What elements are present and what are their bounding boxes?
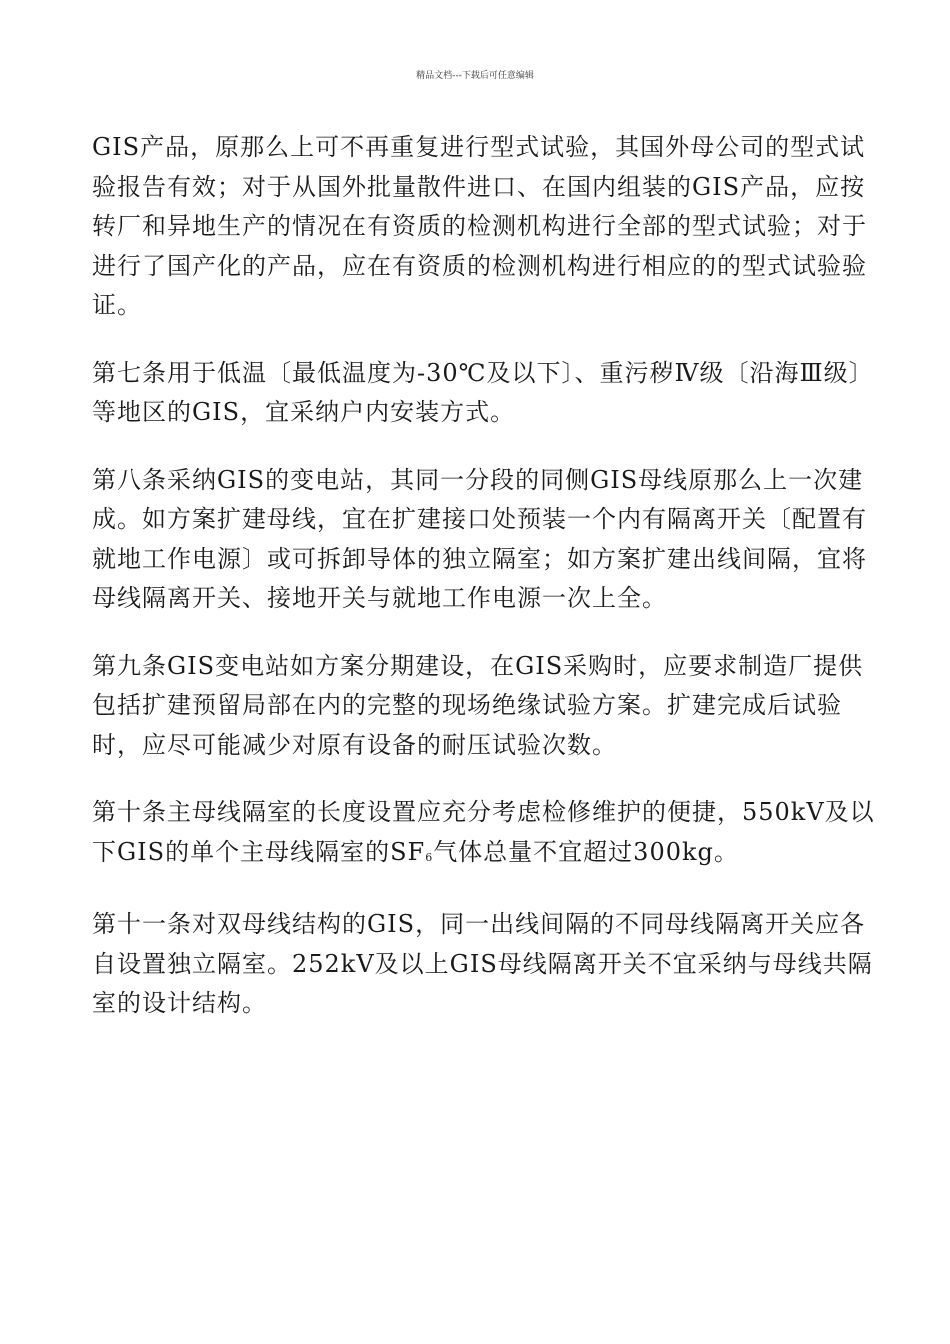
paragraph-gis-type-test: GIS产品，原那么上可不再重复进行型式试验，其国外母公司的型式试验报告有效；对于从国外批量散件进口、在国内组装的GIS产品，应按转厂和异地生产的情况在有资质的检测机构进行全部的型式试验；对于进行了国产化的产品，应在有资质的检测机构进行相应的的型式试验验证。 bbox=[92, 133, 867, 319]
paragraph-article-10-part1: 第十条主母线隔室的长度设置应充分考虑检修维护的便捷，550kV及以下GIS的单个主母线隔室的SF bbox=[92, 798, 875, 866]
paragraph-article-10 bbox=[92, 793, 882, 877]
paragraph-article-8: 第八条采纳GIS的变电站，其同一分段的同侧GIS母线原那么上一次建成。如方案扩建母线，宜在扩建接口处预装一个内有隔离开关〔配置有就地工作电源〕或可拆卸导体的独立隔室；如方案扩建出线间隔，宜将母线隔离开关、接地开关与就地工作电源一次上全。 bbox=[92, 465, 867, 612]
document-body bbox=[92, 128, 882, 1052]
sf6-subscript: 6 bbox=[425, 850, 434, 864]
paragraph-article-7: 第七条用于低温〔最低温度为-30℃及以下〕、重污秽Ⅳ级〔沿海Ⅲ级〕等地区的GIS，宜采纳户内安装方式。 bbox=[92, 358, 874, 426]
paragraph-article-10-part2: 气体总量不宜超过300kg。 bbox=[433, 837, 739, 866]
paragraph-article-9: 第九条GIS变电站如方案分期建设，在GIS采购时，应要求制造厂提供包括扩建预留局部在内的完整的现场绝缘试验方案。扩建完成后试验时，应尽可能减少对原有设备的耐压试验次数。 bbox=[92, 651, 864, 759]
paragraph-article-11: 第十一条对双母线结构的GIS，同一出线间隔的不同母线隔离开关应各自设置独立隔室。252kV及以上GIS母线隔离开关不宜采纳与母线共隔室的设计结构。 bbox=[92, 910, 873, 1017]
page-header: 精品文档---下载后可任意编辑 bbox=[416, 71, 534, 81]
